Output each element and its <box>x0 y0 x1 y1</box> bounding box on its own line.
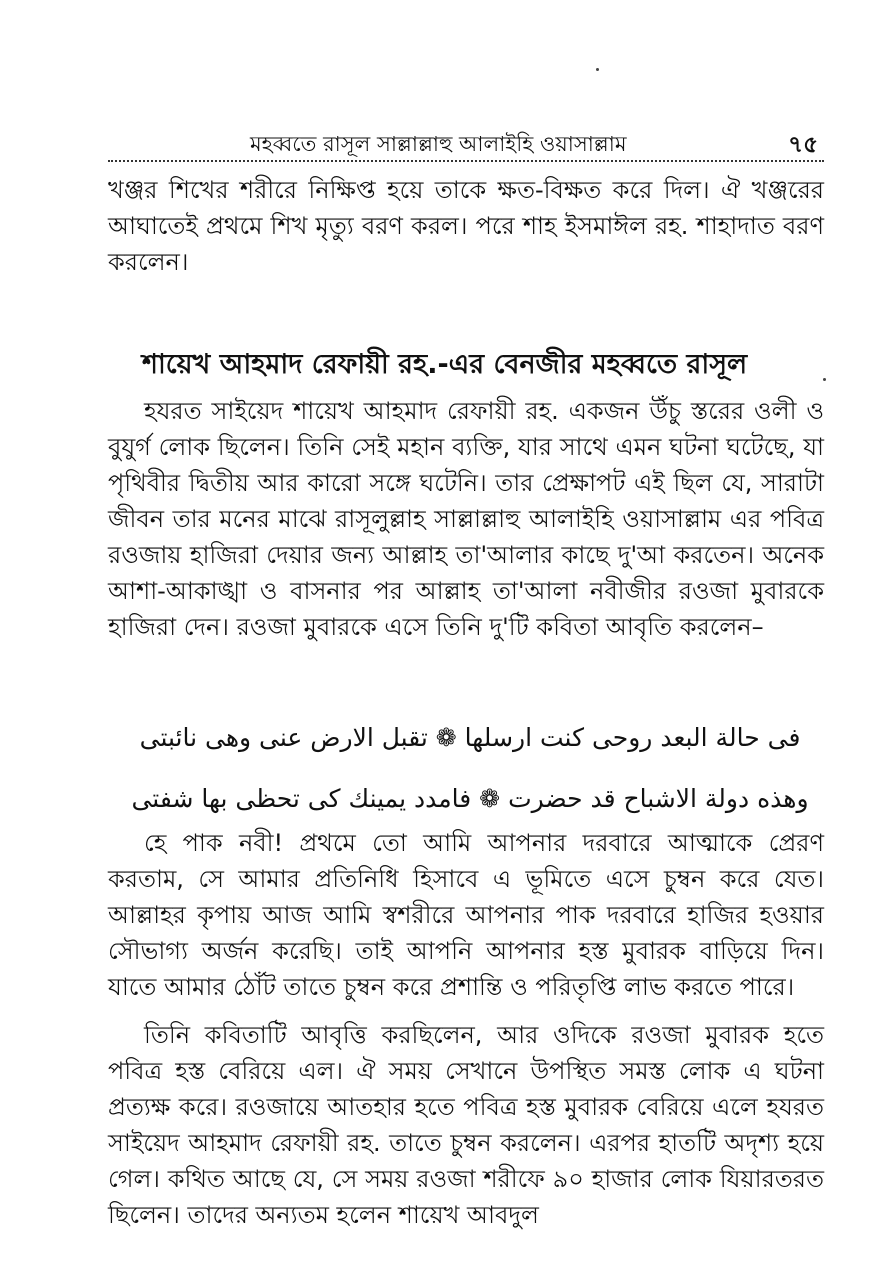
print-speck <box>596 68 599 71</box>
running-header <box>108 124 824 162</box>
paragraph-4: তিনি কবিতাটি আবৃত্তি করছিলেন, আর ওদিকে রওজা মুবারক হতে পবিত্র হস্ত বেরিয়ে এল। ঐ সময় সেখানে উপস্থিত সমস্ত লোক এ ঘটনা প্রত্যক্ষ করে। রওজায়ে আতহার হতে পবিত্র হস্ত মুবারক বেরিয়ে এলে হযরত সাইয়েদ আহমাদ রেফায়ী রহ. তাতে চুম্বন করলেন। এরপর হাতটি অদৃশ্য হয়ে গেল। কথিত আছে যে, সে সময় রওজা শরীফে ৯০ হাজার লোক যিয়ারতরত ছিলেন। তাদের অন্যতম হলেন শায়েখ আবদুল <box>108 1021 824 1229</box>
arabic-verse-2: وهذه دولة الاشباح قد حضرت ❁ فامدد یمینك کی تحظی بها شفتی <box>131 784 809 813</box>
print-speck <box>823 378 826 381</box>
page-number: ৭৫ <box>788 132 818 158</box>
paragraph-3: হে পাক নবী! প্রথমে তো আমি আপনার দরবারে আত্মাকে প্রেরণ করতাম, সে আমার প্রতিনিধি হিসাবে এ ভূমিতে এসে চুম্বন করে যেত। আল্লাহর কৃপায় আজ আমি স্বশরীরে আপনার পাক দরবারে হাজির হওয়ার সৌভাগ্য অর্জন করেছি। তাই আপনি আপনার হস্ত মুবারক বাড়িয়ে দিন। যাতে আমার ঠোঁট তাতে চুম্বন করে প্রশান্তি ও পরিতৃপ্তি লাভ করতে পারে। <box>108 829 824 1001</box>
paragraph-2: হযরত সাইয়েদ শায়েখ আহমাদ রেফায়ী রহ. একজন উঁচু স্তরের ওলী ও বুযুর্গ লোক ছিলেন। তিনি সেই মহান ব্যক্তি, যার সাথে এমন ঘটনা ঘটেছে, যা পৃথিবীর দ্বিতীয় আর কারো সঙ্গে ঘটেনি। তার প্রেক্ষাপট এই ছিল যে, সারাটা জীবন তার মনের মাঝে রাসূলুল্লাহ সাল্লাল্লাহু আলাইহি ওয়াসাল্লাম এর পবিত্র রওজায় হাজিরা দেয়ার জন্য আল্লাহ তা'আলার কাছে দু'আ করতেন। অনেক আশা-আকাঙ্খা ও বাসনার পর আল্লাহ তা'আলা নবীজীর রওজা মুবারকে হাজিরা দেন। রওজা মুবারকে এসে তিনি দু'টি কবিতা আবৃতি করলেন– <box>108 397 824 641</box>
arabic-verse-1: فی حالة البعد روحی کنت ارسلها ❁ تقبل الارض عنی وهی نائبتی <box>139 723 801 752</box>
section-heading: শায়েখ আহমাদ রেফায়ী রহ.-এর বেনজীর মহব্বতে রাসূল <box>142 349 748 380</box>
paragraph-1: খঞ্জর শিখের শরীরে নিক্ষিপ্ত হয়ে তাকে ক্ষত-বিক্ষত করে দিল। ঐ খঞ্জরের আঘাতেই প্রথমে শিখ মৃত্যু বরণ করল। পরে শাহ ইসমাঈল রহ. শাহাদাত বরণ করলেন। <box>108 176 824 276</box>
header-title: মহব্বতে রাসূল সাল্লাল্লাহু আলাইহি ওয়াসাল্লাম <box>250 132 627 156</box>
